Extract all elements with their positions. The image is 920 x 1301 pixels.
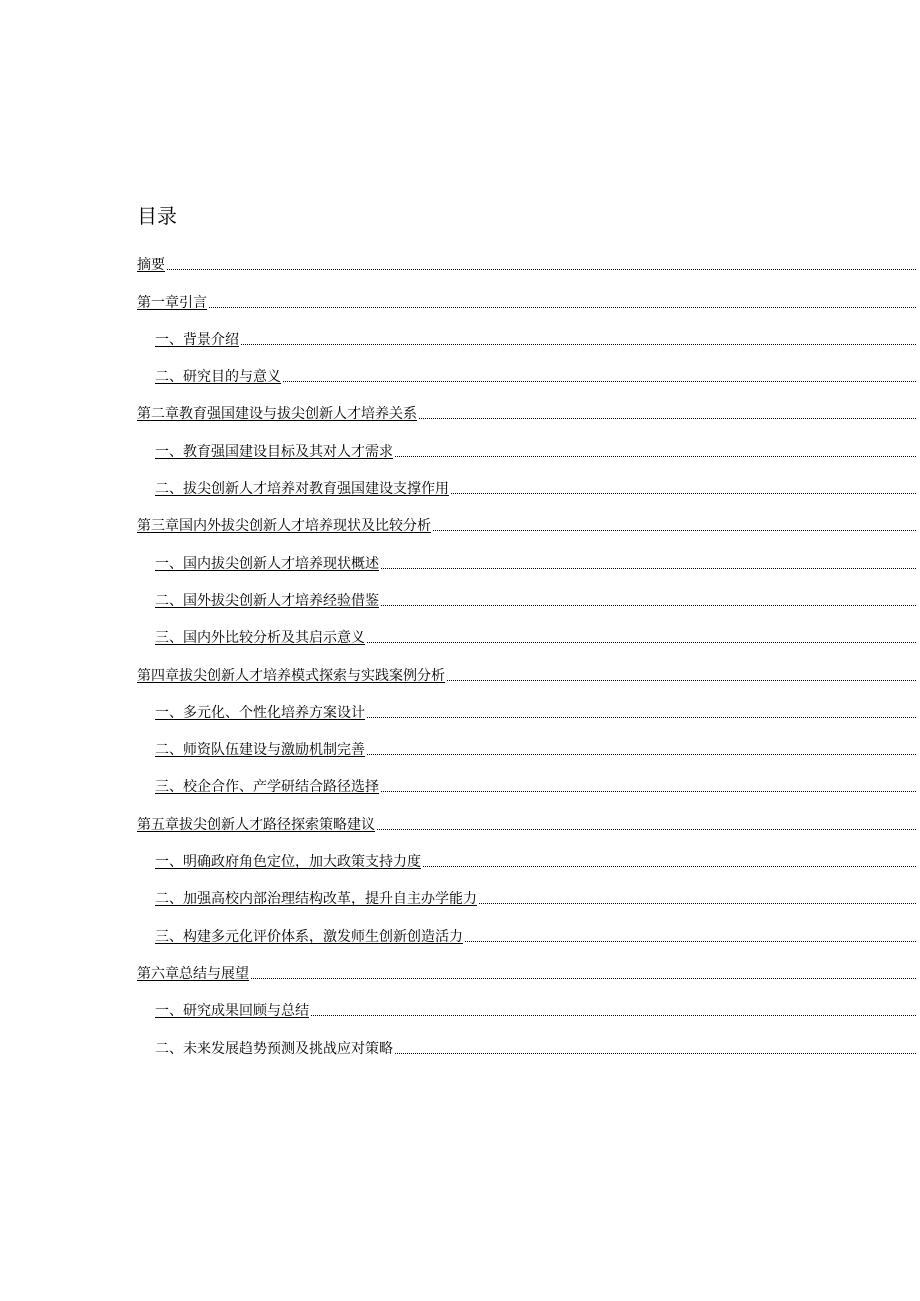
toc-dot-leader (251, 978, 916, 979)
toc-dot-leader (311, 1015, 916, 1016)
toc-entry-section-6-1[interactable] (0, 984, 920, 1021)
toc-dot-leader (419, 418, 916, 419)
toc-dot-leader (395, 456, 916, 457)
toc-entry-text: 一、背景介绍 (155, 331, 239, 348)
toc-dot-leader (451, 493, 916, 494)
toc-entry-chapter-3[interactable] (0, 499, 920, 536)
toc-entry-text: 第一章引言 (137, 294, 207, 311)
toc-entry-section-5-3[interactable] (0, 909, 920, 946)
toc-entry-section-6-2[interactable] (0, 1021, 920, 1058)
toc-entry-text: 第四章拔尖创新人才培养模式探索与实践案例分析 (137, 667, 445, 684)
toc-entry-chapter-4[interactable] (0, 648, 920, 685)
toc-entry-text: 二、拔尖创新人才培养对教育强国建设支撑作用 (155, 481, 449, 498)
toc-entry-text: 第五章拔尖创新人才路径探索策略建议 (137, 816, 375, 833)
toc-dot-leader (447, 680, 916, 681)
toc-dot-leader (381, 605, 916, 606)
toc-entry-text: 第六章总结与展望 (137, 965, 249, 982)
toc-entry-text: 一、明确政府角色定位，加大政策支持力度 (155, 854, 421, 871)
toc-entry-text: 一、教育强国建设目标及其对人才需求 (155, 443, 393, 460)
toc-dot-leader (381, 791, 916, 792)
toc-entry-text: 一、国内拔尖创新人才培养现状概述 (155, 555, 379, 572)
toc-dot-leader (367, 642, 916, 643)
toc-entry-text: 第三章国内外拔尖创新人才培养现状及比较分析 (137, 518, 431, 535)
toc-entry-section-1-1[interactable] (0, 313, 920, 350)
toc-entry-text: 二、研究目的与意义 (155, 369, 281, 386)
toc-entry-text: 三、校企合作、产学研结合路径选择 (155, 779, 379, 796)
toc-dot-leader (395, 1053, 916, 1054)
toc-entry-section-2-1[interactable] (0, 424, 920, 461)
toc-dot-leader (433, 530, 916, 531)
toc-dot-leader (167, 269, 916, 270)
toc-dot-leader (283, 381, 916, 382)
toc-entry-chapter-2[interactable] (0, 387, 920, 424)
toc-dot-leader (367, 717, 916, 718)
toc-entry-section-3-1[interactable] (0, 536, 920, 573)
toc-entry-section-4-3[interactable] (0, 760, 920, 797)
toc-entry-section-1-2[interactable] (0, 350, 920, 387)
toc-entry-text: 三、国内外比较分析及其启示意义 (155, 630, 365, 647)
toc-entry-abstract[interactable] (0, 238, 920, 275)
toc-entry-text: 二、国外拔尖创新人才培养经验借鉴 (155, 592, 379, 609)
toc-entry-section-4-1[interactable] (0, 686, 920, 723)
toc-entry-text: 三、构建多元化评价体系，激发师生创新创造活力 (155, 928, 463, 945)
toc-dot-leader (465, 941, 916, 942)
toc-dot-leader (209, 307, 916, 308)
toc-entry-section-4-2[interactable] (0, 723, 920, 760)
toc-entry-chapter-1[interactable] (0, 275, 920, 312)
toc-title: 目录 (137, 204, 177, 228)
toc-entry-text: 一、研究成果回顾与总结 (155, 1003, 309, 1020)
toc-entry-text: 一、多元化、个性化培养方案设计 (155, 704, 365, 721)
toc-entry-text: 二、师资队伍建设与激励机制完善 (155, 742, 365, 759)
toc-entry-section-5-1[interactable] (0, 835, 920, 872)
toc-dot-leader (377, 829, 916, 830)
toc-dot-leader (241, 344, 916, 345)
toc-entry-text: 摘要 (137, 257, 165, 274)
toc-entry-text: 二、加强高校内部治理结构改革，提升自主办学能力 (155, 891, 477, 908)
toc-entry-section-5-2[interactable] (0, 872, 920, 909)
toc-entry-section-3-3[interactable] (0, 611, 920, 648)
toc-entry-section-2-2[interactable] (0, 462, 920, 499)
toc-entry-text: 二、未来发展趋势预测及挑战应对策略 (155, 1040, 393, 1057)
toc-dot-leader (381, 568, 916, 569)
toc-entry-chapter-6[interactable] (0, 947, 920, 984)
toc-entry-text: 第二章教育强国建设与拔尖创新人才培养关系 (137, 406, 417, 423)
toc-entry-section-3-2[interactable] (0, 574, 920, 611)
toc-dot-leader (479, 903, 916, 904)
toc-entry-chapter-5[interactable] (0, 797, 920, 834)
toc-dot-leader (423, 866, 916, 867)
toc-dot-leader (367, 754, 916, 755)
toc-list (0, 238, 920, 1059)
